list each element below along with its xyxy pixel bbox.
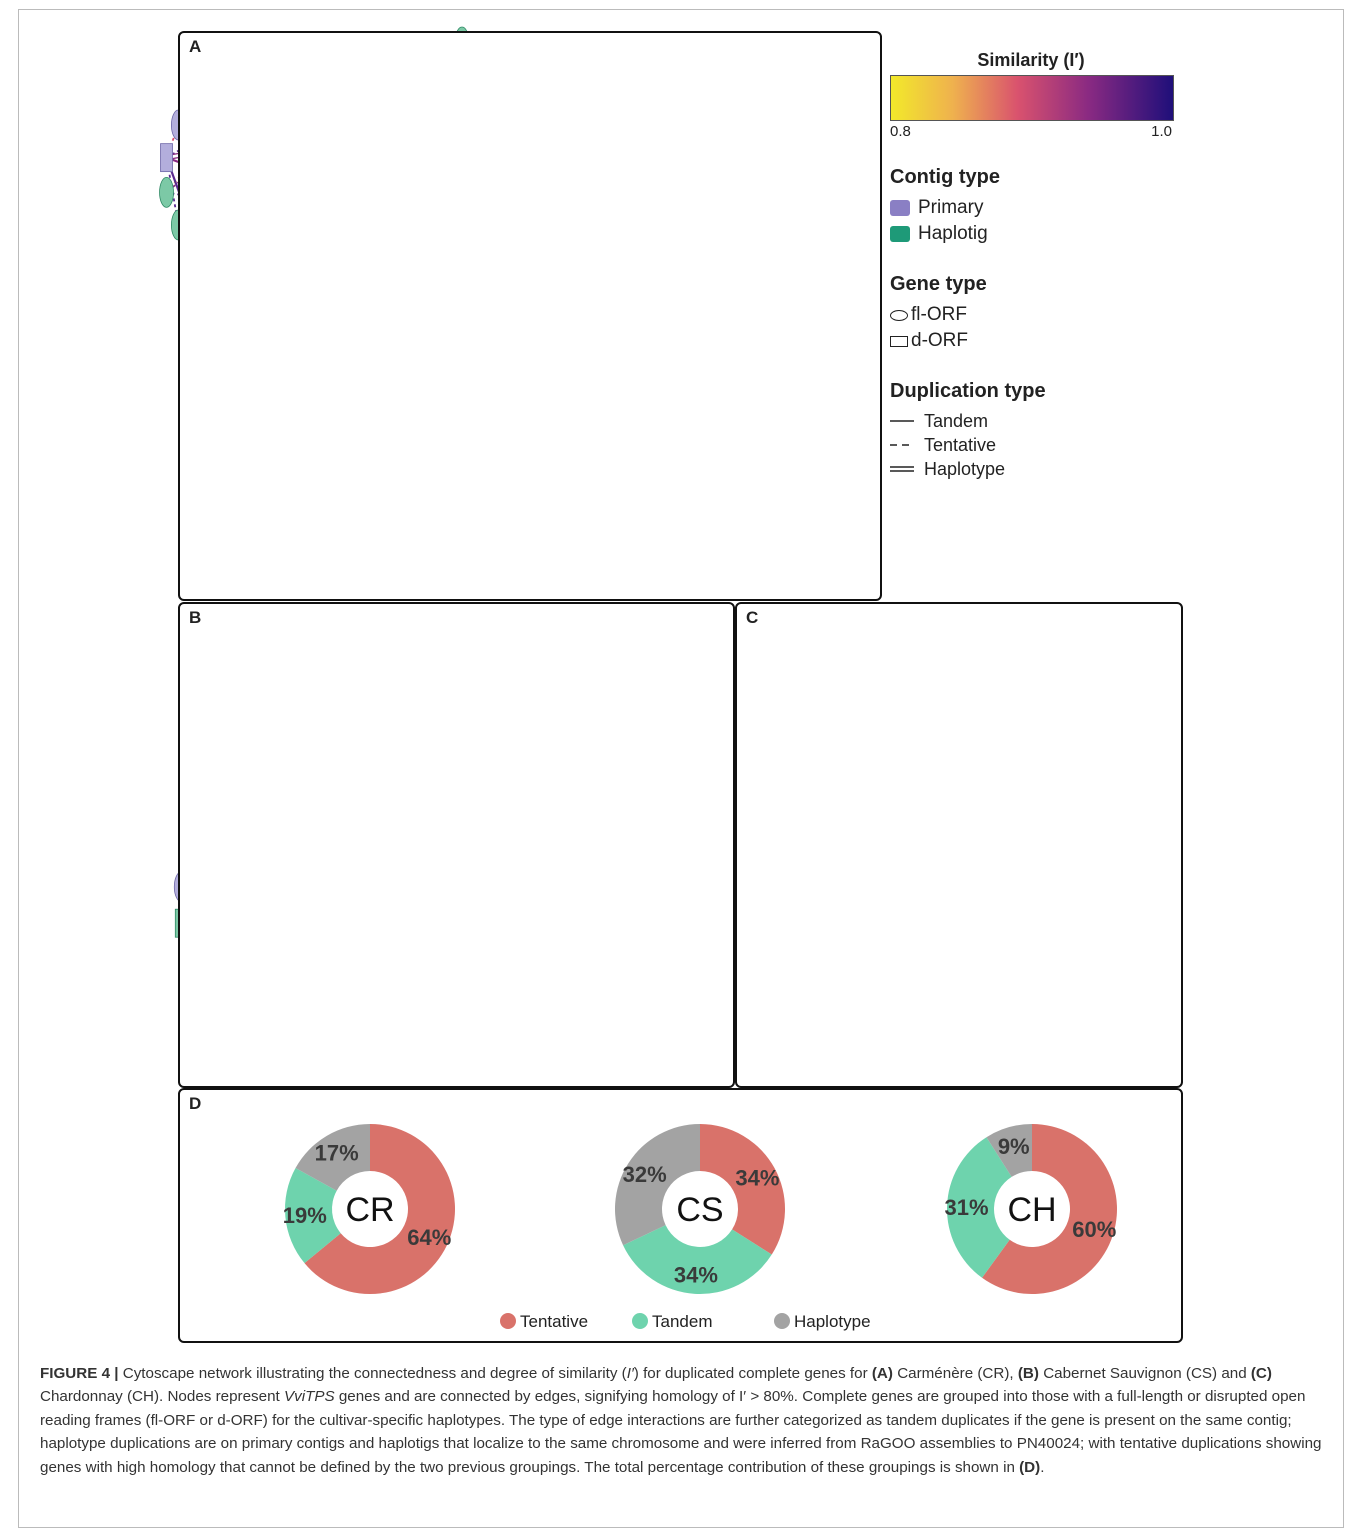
- panel-b-label: B: [189, 608, 202, 627]
- panel-a-label: A: [189, 37, 202, 56]
- primary-label: Primary: [918, 197, 984, 218]
- caption-text: I′: [626, 1365, 634, 1382]
- caption-text: VviTPS: [283, 1388, 335, 1406]
- caption-ref-b: (B): [1017, 1365, 1039, 1382]
- panel-d-label: D: [189, 1094, 202, 1113]
- caption-text: Chardonnay (CH). Nodes represent: [40, 1388, 284, 1406]
- caption-fig-label: FIGURE 4 |: [40, 1365, 119, 1382]
- donut-center-label: CS: [676, 1191, 724, 1229]
- donut-percent-label: 34%: [673, 1262, 718, 1288]
- similarity-min: 0.8: [890, 123, 911, 140]
- figure-caption: [40, 1362, 1332, 1479]
- caption-ref-d: (D): [1019, 1458, 1041, 1476]
- haplotype-label: Haplotype: [924, 458, 1006, 479]
- panel-c-label: C: [746, 608, 759, 627]
- legend-label-tandem: Tandem: [652, 1312, 713, 1331]
- d-orf-label: d-ORF: [911, 330, 968, 351]
- donut-percent-label: 60%: [1072, 1217, 1117, 1243]
- duplication-type-title: Duplication type: [890, 380, 1046, 402]
- caption-text: Carménère (CR),: [892, 1365, 1018, 1382]
- donut-percent-label: 64%: [407, 1224, 452, 1250]
- donut-percent-label: 32%: [622, 1161, 667, 1187]
- donut-center-label: CH: [1007, 1191, 1057, 1229]
- caption-ref-a: (A): [871, 1365, 893, 1382]
- haplotig-label: Haplotig: [918, 223, 988, 244]
- donut-percent-label: 17%: [314, 1140, 359, 1166]
- legend-label-haplotype: Haplotype: [794, 1312, 871, 1331]
- caption-ref-c: (C): [1250, 1365, 1272, 1382]
- fl-orf-label: fl-ORF: [911, 304, 967, 325]
- similarity-max: 1.0: [1151, 123, 1172, 140]
- legend-dot-haplotype: [774, 1313, 790, 1329]
- similarity-title: Similarity (I′): [977, 50, 1085, 70]
- donut-percent-label: 34%: [735, 1165, 780, 1191]
- caption-text: ) for duplicated complete genes for: [633, 1365, 872, 1382]
- tandem-label: Tandem: [924, 410, 989, 431]
- caption-text: .: [1040, 1458, 1045, 1476]
- contig-type-title: Contig type: [890, 166, 1000, 188]
- tentative-label: Tentative: [924, 434, 997, 455]
- gene-type-title: Gene type: [890, 273, 987, 295]
- caption-text: Cytoscape network illustrating the connectedness and degree of similarity (: [118, 1365, 627, 1382]
- legend-dot-tandem: [632, 1313, 648, 1329]
- donut-center-label: CR: [345, 1191, 395, 1229]
- caption-text: Cabernet Sauvignon (CS) and: [1038, 1365, 1251, 1382]
- donut-percent-label: 9%: [997, 1134, 1030, 1160]
- donut-percent-label: 19%: [282, 1203, 327, 1229]
- legend-label-tentative: Tentative: [520, 1312, 589, 1331]
- caption-text: genes and are connected by edges, signifying homology of I′ > 80%. Complete genes are grouped into those with a full-length or disrupted open reading frames (fl-ORF or d-ORF) for the cultivar-specific haplotypes. The type of edge interactions are further categorized as tandem duplicates if the gene is present on the same contig; haplotype duplications are on primary contigs and haplotigs that localize to the same chromosome and were inferred from RaGOO assemblies to PN40024; with tentative duplications showing genes with high homology that cannot be defined by the two previous groupings. The total percentage contribution of these groupings is shown in: [40, 1388, 1322, 1476]
- legend-dot-tentative: [500, 1313, 516, 1329]
- donut-percent-label: 31%: [944, 1194, 989, 1220]
